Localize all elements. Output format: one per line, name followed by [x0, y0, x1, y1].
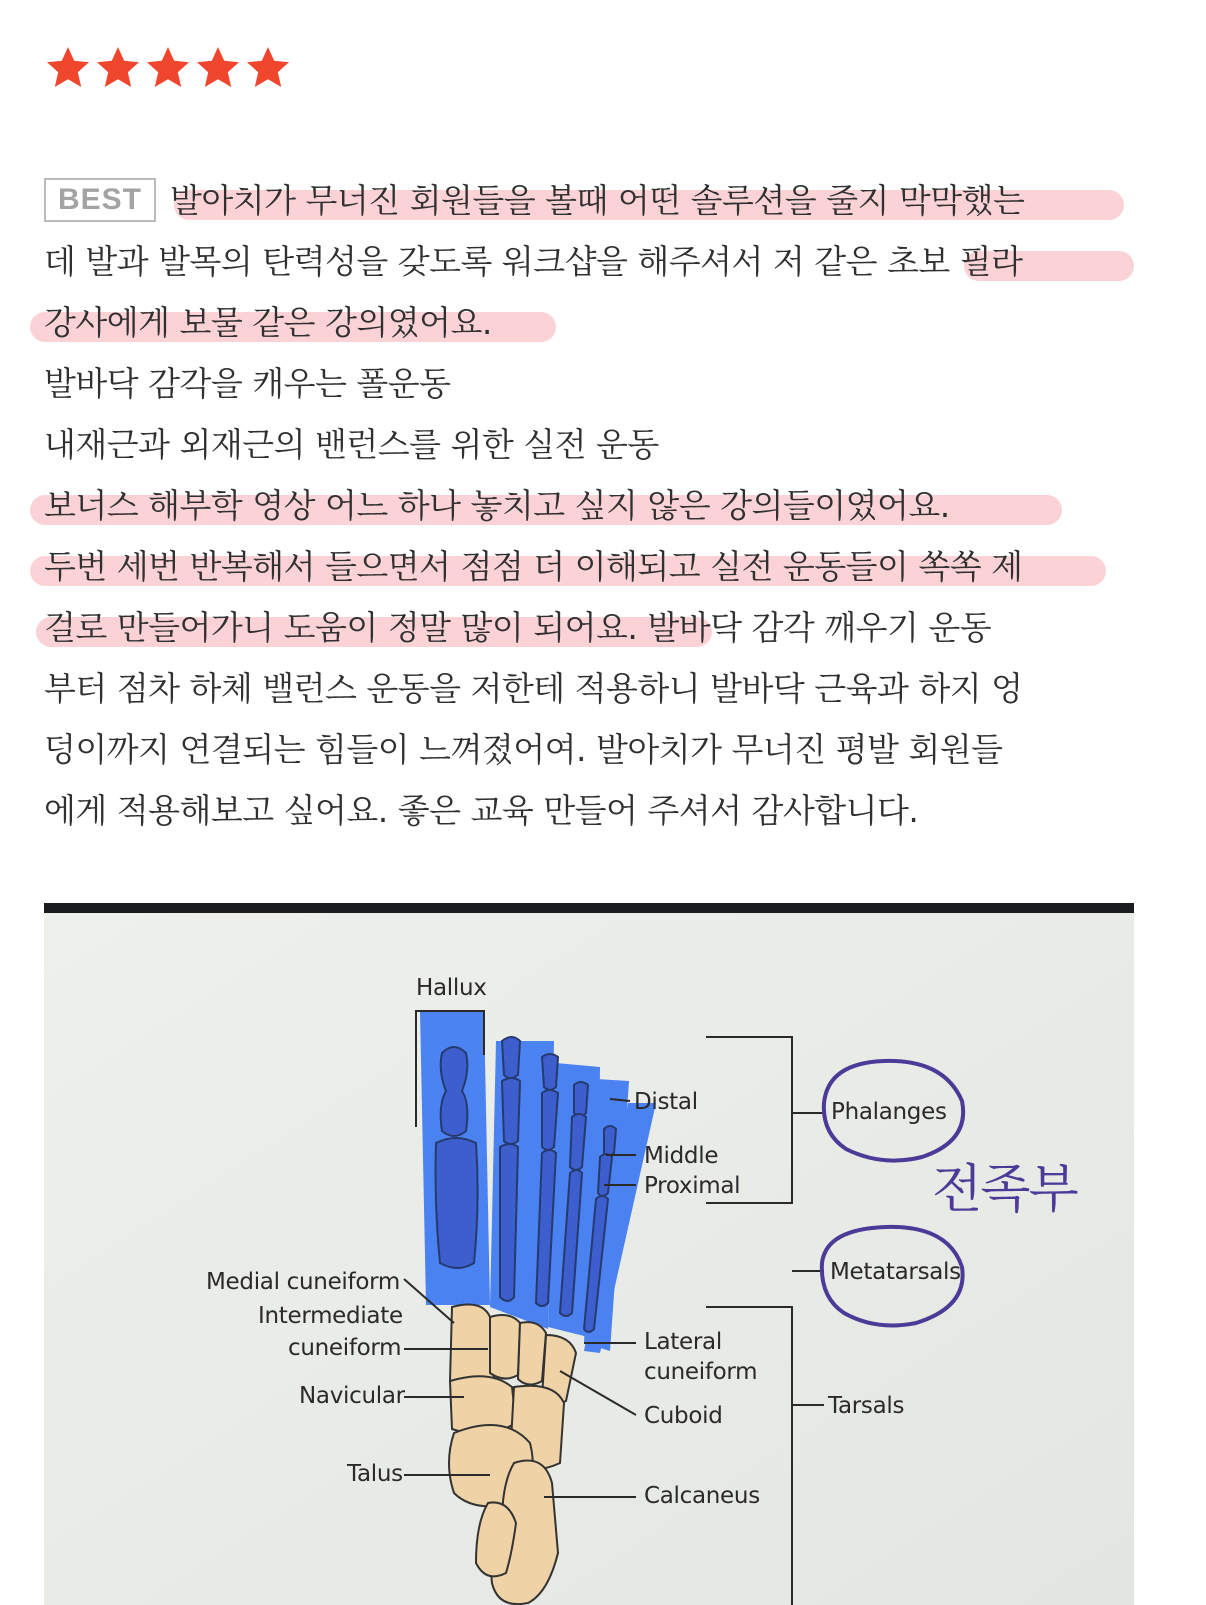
review-text: 강사에게 보물 같은 강의였어요. [44, 303, 492, 342]
label-calcaneus: Calcaneus [644, 1483, 760, 1509]
review-text: 내재근과 외재근의 밴런스를 위한 실전 운동 [44, 425, 659, 464]
review-body [44, 170, 1154, 841]
review-line [44, 170, 1154, 231]
label-hallux: Hallux [416, 975, 487, 1001]
review-line [44, 475, 1154, 536]
label-cuboid: Cuboid [644, 1403, 723, 1429]
review-photo[interactable] [44, 903, 1134, 1605]
best-badge: BEST [44, 178, 156, 222]
label-intermediate-cuneiform: cuneiform [288, 1335, 402, 1361]
foot-diagram [44, 903, 1134, 1605]
label-lateral-cuneiform: cuneiform [644, 1359, 758, 1385]
star-icon [194, 44, 242, 92]
review-text: 부터 점차 하체 밸런스 운동을 저한테 적용하니 발바닥 근육과 하지 엉 [44, 669, 1023, 708]
review-line [44, 353, 1154, 414]
star-icon [244, 44, 292, 92]
review-text: 보너스 해부학 영상 어느 하나 놓치고 싶지 않은 강의들이였어요. [44, 486, 950, 525]
review-text: 덩이까지 연결되는 힘들이 느껴졌어여. 발아치가 무너진 평발 회원들 [44, 730, 1003, 769]
review-text: 발바닥 감각을 캐우는 폴운동 [44, 364, 451, 403]
label-middle: Middle [644, 1143, 719, 1169]
star-icon [144, 44, 192, 92]
label-intermediate: Intermediate [258, 1303, 403, 1329]
label-lateral: Lateral [644, 1329, 722, 1355]
label-proximal: Proximal [644, 1173, 741, 1199]
label-metatarsals: Metatarsals [830, 1259, 961, 1285]
review-line [44, 414, 1154, 475]
label-medial-cuneiform: Medial cuneiform [206, 1269, 400, 1295]
review-line [44, 536, 1154, 597]
label-forefoot-korean: 전족부 [932, 1160, 1077, 1220]
review-text: 데 발과 발목의 탄력성을 갖도록 워크샵을 해주셔서 저 같은 초보 필라 [44, 242, 1023, 281]
label-distal: Distal [634, 1089, 698, 1115]
review-text: 걸로 만들어가니 도움이 정말 많이 되어요. 발바닥 감각 깨우기 운동 [44, 608, 992, 647]
review-text: 에게 적용해보고 싶어요. 좋은 교육 만들어 주셔서 감사합니다. [44, 791, 919, 830]
review-line [44, 658, 1154, 719]
star-icon [94, 44, 142, 92]
star-rating [44, 44, 292, 92]
review-line [44, 292, 1154, 353]
label-phalanges: Phalanges [831, 1099, 947, 1125]
label-tarsals: Tarsals [828, 1393, 905, 1419]
review-line [44, 231, 1154, 292]
star-icon [44, 44, 92, 92]
label-navicular: Navicular [299, 1383, 405, 1409]
review-line [44, 597, 1154, 658]
review-text: 발아치가 무너진 회원들을 볼때 어떤 솔루션을 줄지 막막했는 [170, 181, 1025, 220]
review-line [44, 719, 1154, 780]
review-text: 두번 세번 반복해서 들으면서 점점 더 이해되고 실전 운동들이 쏙쏙 제 [44, 547, 1023, 586]
review-line [44, 780, 1154, 841]
label-talus: Talus [347, 1461, 403, 1487]
